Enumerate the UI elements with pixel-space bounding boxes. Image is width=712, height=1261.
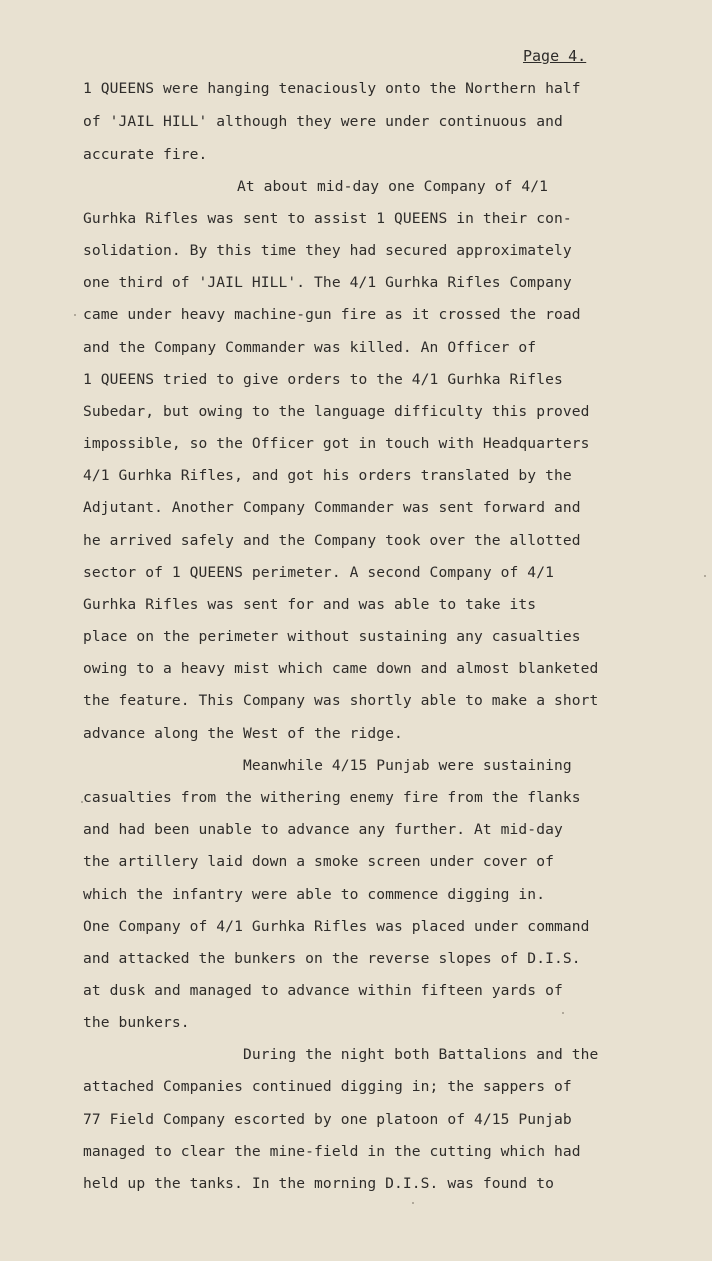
text-line: the feature. This Company was shortly able to make a short (83, 692, 599, 709)
text-line: held up the tanks. In the morning D.I.S. was found to (83, 1175, 554, 1192)
text-line: Subedar, but owing to the language difficulty this proved (83, 403, 590, 420)
text-line: sector of 1 QUEENS perimeter. A second Company of 4/1 (83, 564, 554, 581)
text-line: Adjutant. Another Company Commander was sent forward and (83, 499, 581, 516)
text-line: one third of 'JAIL HILL'. The 4/1 Gurhka Rifles Company (83, 274, 572, 291)
text-line: and the Company Commander was killed. An Officer of (83, 339, 537, 356)
text-line: owing to a heavy mist which came down and almost blanketed (83, 660, 599, 677)
text-line: 77 Field Company escorted by one platoon of 4/15 Punjab (83, 1111, 572, 1128)
text-line: and attacked the bunkers on the reverse slopes of D.I.S. (83, 950, 581, 967)
text-line: solidation. By this time they had secured approximately (83, 242, 572, 259)
text-line: impossible, so the Officer got in touch with Headquarters (83, 435, 590, 452)
text-line: Gurhka Rifles was sent to assist 1 QUEENS in their con- (83, 210, 572, 227)
text-line: One Company of 4/1 Gurhka Rifles was placed under command (83, 918, 590, 935)
page-number: Page 4. (523, 47, 587, 65)
text-line: the bunkers. (83, 1014, 190, 1031)
text-line: and had been unable to advance any further. At mid-day (83, 821, 563, 838)
text-line: 1 QUEENS were hanging tenaciously onto the Northern half (83, 80, 581, 97)
text-line: at dusk and managed to advance within fifteen yards of (83, 982, 563, 999)
paper-speck (704, 575, 706, 577)
text-line: At about mid-day one Company of 4/1 (237, 178, 549, 195)
text-line: casualties from the withering enemy fire from the flanks (83, 789, 581, 806)
paper-speck (74, 314, 76, 316)
paper-speck (412, 1202, 414, 1204)
text-line: of 'JAIL HILL' although they were under continuous and (83, 113, 563, 130)
text-line: which the infantry were able to commence digging in. (83, 886, 546, 903)
text-line: Meanwhile 4/15 Punjab were sustaining (243, 757, 572, 774)
text-line: managed to clear the mine-field in the cutting which had (83, 1143, 581, 1160)
paper-speck (81, 801, 83, 803)
text-line: came under heavy machine-gun fire as it crossed the road (83, 306, 581, 323)
text-line: advance along the West of the ridge. (83, 725, 403, 742)
text-line: attached Companies continued digging in; the sappers of (83, 1078, 572, 1095)
text-line: the artillery laid down a smoke screen under cover of (83, 853, 554, 870)
text-line: place on the perimeter without sustaining any casualties (83, 628, 581, 645)
text-line: he arrived safely and the Company took over the allotted (83, 532, 581, 549)
paper-speck (562, 1012, 564, 1014)
text-line: 4/1 Gurhka Rifles, and got his orders translated by the (83, 467, 572, 484)
text-line: 1 QUEENS tried to give orders to the 4/1 Gurhka Rifles (83, 371, 563, 388)
text-line: Gurhka Rifles was sent for and was able to take its (83, 596, 537, 613)
text-line: accurate fire. (83, 146, 208, 163)
text-line: During the night both Battalions and the (243, 1046, 599, 1063)
